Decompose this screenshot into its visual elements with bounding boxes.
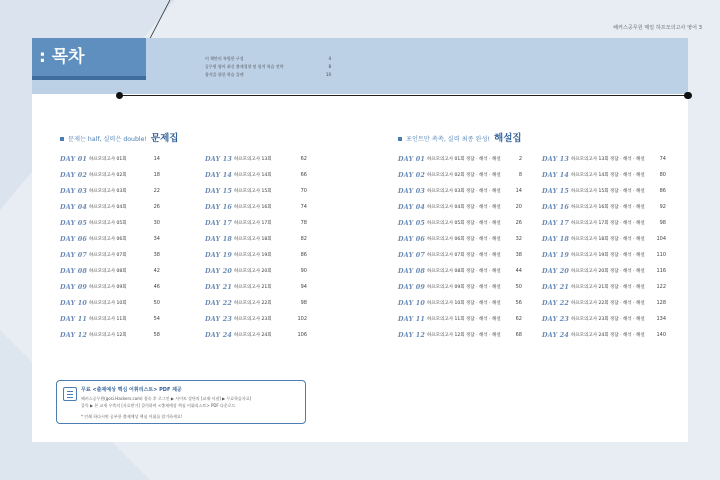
day-label: DAY 07: [60, 251, 88, 259]
entry-title: 하프모의고사 23회: [234, 317, 272, 322]
toc-entry: [398, 279, 522, 295]
entry-title: 하프모의고사 24회: [234, 333, 272, 338]
page-number: 8: [518, 172, 522, 178]
toc-column: [205, 151, 307, 343]
day-label: DAY 05: [60, 219, 88, 227]
toc-entry: [205, 311, 307, 327]
entry-title: 하프모의고사 14회: [234, 173, 272, 178]
toc-entry: [205, 215, 307, 231]
contents-label: 이 책만의 특별한 구성: [205, 56, 244, 61]
toc-entry: [60, 167, 160, 183]
toc-entry: [542, 215, 666, 231]
day-label: DAY 12: [398, 331, 426, 339]
toc-entry: [542, 231, 666, 247]
toc-entry: [60, 263, 160, 279]
day-label: DAY 22: [542, 299, 570, 307]
contents-row: [205, 63, 331, 71]
day-label: DAY 18: [205, 235, 233, 243]
day-label: DAY 02: [398, 171, 426, 179]
page-number: 50: [153, 300, 160, 306]
toc-entry: [542, 311, 666, 327]
toc-entry: [205, 295, 307, 311]
page-number: 86: [300, 252, 307, 258]
contents-row: [205, 71, 331, 79]
entry-title: 하프모의고사 06회: [89, 237, 127, 242]
entry-title: 하프모의고사 20회: [234, 269, 272, 274]
day-label: DAY 06: [60, 235, 88, 243]
contents-page: 4: [328, 56, 331, 61]
entry-title: 하프모의고사 03회: [89, 189, 127, 194]
page-number: 104: [656, 236, 666, 242]
toc-entry: [398, 311, 522, 327]
page-number: 78: [300, 220, 307, 226]
notice-title: 무료 <출제예상 핵심 어휘리스트> PDF 제공: [81, 387, 182, 393]
toc-entry: [205, 151, 307, 167]
page-number: 122: [656, 284, 666, 290]
toc-entry: [205, 183, 307, 199]
page-number: 102: [297, 316, 307, 322]
entry-title: 하프모의고사 01회 정답 · 해석 · 해설: [427, 157, 501, 162]
day-label: DAY 14: [205, 171, 233, 179]
page-number: 110: [656, 252, 666, 258]
page-number: 42: [153, 268, 160, 274]
page-number: 62: [300, 156, 307, 162]
day-label: DAY 11: [60, 315, 88, 323]
page-number: 14: [153, 156, 160, 162]
day-label: DAY 19: [205, 251, 233, 259]
contents-label: 합격을 위한 학습 플랜: [205, 72, 244, 77]
entry-title: 하프모의고사 04회 정답 · 해석 · 해설: [427, 205, 501, 210]
entry-title: 하프모의고사 12회: [89, 333, 127, 338]
page-number: 46: [153, 284, 160, 290]
page-number: 56: [515, 300, 522, 306]
entry-title: 하프모의고사 08회: [89, 269, 127, 274]
toc-entry: [398, 183, 522, 199]
answer-book-section: [398, 130, 666, 343]
day-label: DAY 23: [205, 315, 233, 323]
toc-entry: [398, 167, 522, 183]
entry-title: 하프모의고사 21회 정답 · 해석 · 해설: [571, 285, 645, 290]
page-number: 50: [515, 284, 522, 290]
toc-entry: [542, 263, 666, 279]
toc-entry: [398, 215, 522, 231]
page-number: 2: [518, 156, 522, 162]
entry-title: 하프모의고사 19회 정답 · 해석 · 해설: [571, 253, 645, 258]
document-icon: [63, 387, 77, 401]
page-number: 74: [300, 204, 307, 210]
day-label: DAY 04: [398, 203, 426, 211]
entry-title: 하프모의고사 02회 정답 · 해석 · 해설: [427, 173, 501, 178]
toc-entry: [542, 199, 666, 215]
day-label: DAY 10: [60, 299, 88, 307]
page-number: 82: [300, 236, 307, 242]
section-title: 해설집: [494, 133, 522, 144]
day-label: DAY 03: [398, 187, 426, 195]
problem-book-section: [60, 130, 307, 343]
entry-title: 하프모의고사 14회 정답 · 해석 · 해설: [571, 173, 645, 178]
contents-page: 8: [328, 64, 331, 69]
entry-title: 하프모의고사 18회 정답 · 해석 · 해설: [571, 237, 645, 242]
day-label: DAY 23: [542, 315, 570, 323]
day-label: DAY 10: [398, 299, 426, 307]
toc-entry: [205, 263, 307, 279]
entry-title: 하프모의고사 10회: [89, 301, 127, 306]
entry-title: 하프모의고사 17회: [234, 221, 272, 226]
day-label: DAY 20: [205, 267, 233, 275]
entry-title: 하프모의고사 22회 정답 · 해석 · 해설: [571, 301, 645, 306]
page-number: 98: [659, 220, 666, 226]
page-number: 74: [659, 156, 666, 162]
day-label: DAY 24: [205, 331, 233, 339]
page-number: 128: [656, 300, 666, 306]
entry-title: 하프모의고사 06회 정답 · 해석 · 해설: [427, 237, 501, 242]
title-underline: [32, 76, 146, 80]
day-label: DAY 09: [60, 283, 88, 291]
notice-line: 해커스공무원(gosi.Hackers.com) 접속 후 로그인 ▶ 사이트 상단의 [교재·서점] ▶ 무료학습자료]: [81, 396, 252, 401]
page-number: 14: [515, 188, 522, 194]
entry-title: 하프모의고사 16회 정답 · 해석 · 해설: [571, 205, 645, 210]
day-label: DAY 17: [205, 219, 233, 227]
entry-title: 하프모의고사 19회: [234, 253, 272, 258]
toc-entry: [398, 263, 522, 279]
day-label: DAY 07: [398, 251, 426, 259]
day-label: DAY 13: [542, 155, 570, 163]
page-number: 22: [153, 188, 160, 194]
toc-page: [32, 38, 688, 442]
divider-dot: [116, 92, 123, 99]
entry-title: 하프모의고사 01회: [89, 157, 127, 162]
toc-column: [60, 151, 160, 343]
entry-title: 하프모의고사 17회 정답 · 해석 · 해설: [571, 221, 645, 226]
day-label: DAY 22: [205, 299, 233, 307]
page-number: 98: [300, 300, 307, 306]
entry-title: 하프모의고사 16회: [234, 205, 272, 210]
section-header: [60, 130, 307, 144]
section-header: [398, 130, 666, 144]
toc-entry: [60, 327, 160, 343]
bullet-square-icon: [398, 137, 402, 141]
entry-title: 하프모의고사 20회 정답 · 해석 · 해설: [571, 269, 645, 274]
entry-title: 하프모의고사 18회: [234, 237, 272, 242]
toc-entry: [542, 167, 666, 183]
entry-title: 하프모의고사 15회: [234, 189, 272, 194]
toc-entry: [60, 231, 160, 247]
contents-page: 10: [325, 72, 331, 77]
toc-entry: [205, 327, 307, 343]
toc-entry: [205, 247, 307, 263]
toc-entry: [60, 215, 160, 231]
entry-title: 하프모의고사 13회 정답 · 해석 · 해설: [571, 157, 645, 162]
toc-entry: [542, 247, 666, 263]
page-title: : 목차: [32, 38, 146, 76]
day-label: DAY 05: [398, 219, 426, 227]
toc-entry: [60, 279, 160, 295]
entry-title: 하프모의고사 11회 정답 · 해석 · 해설: [427, 317, 501, 322]
toc-entry: [398, 295, 522, 311]
entry-title: 하프모의고사 05회 정답 · 해석 · 해설: [427, 221, 501, 226]
page-number: 30: [153, 220, 160, 226]
toc-entry: [542, 151, 666, 167]
day-label: DAY 20: [542, 267, 570, 275]
toc-entry: [60, 311, 160, 327]
page-number: 86: [659, 188, 666, 194]
page-number: 26: [153, 204, 160, 210]
page-number: 80: [659, 172, 666, 178]
day-label: DAY 03: [60, 187, 88, 195]
toc-entry: [398, 327, 522, 343]
page-number: 66: [300, 172, 307, 178]
notice-line: 클릭 ▶ 본 교재 우측의 [자료받기] 클릭하여 <출제예상 핵심 어휘리스트> PDF 다운로드: [81, 403, 236, 408]
contents-label: 공무원 영어 최신 출제경향 및 합격 학습 전략: [205, 64, 284, 69]
toc-entry: [205, 231, 307, 247]
entry-title: 하프모의고사 13회: [234, 157, 272, 162]
running-head: 해커스공무원 매일 하프모의고사 영어 3: [613, 25, 702, 31]
front-matter-contents: [205, 55, 331, 79]
page-number: 18: [153, 172, 160, 178]
toc-entry: [542, 279, 666, 295]
page-number: 140: [656, 332, 666, 338]
day-label: DAY 02: [60, 171, 88, 179]
day-label: DAY 01: [60, 155, 88, 163]
day-label: DAY 18: [542, 235, 570, 243]
page-number: 38: [153, 252, 160, 258]
toc-column: [542, 151, 666, 343]
day-label: DAY 15: [205, 187, 233, 195]
toc-columns: [398, 151, 666, 343]
toc-entry: [398, 151, 522, 167]
page-number: 134: [656, 316, 666, 322]
page-number: 58: [153, 332, 160, 338]
day-label: DAY 19: [542, 251, 570, 259]
day-label: DAY 24: [542, 331, 570, 339]
day-label: DAY 11: [398, 315, 426, 323]
entry-title: 하프모의고사 04회: [89, 205, 127, 210]
free-pdf-notice: [56, 380, 306, 424]
section-title: 문제집: [150, 133, 179, 144]
day-label: DAY 21: [542, 283, 570, 291]
page-number: 62: [515, 316, 522, 322]
divider-dot: [684, 92, 692, 99]
day-label: DAY 16: [542, 203, 570, 211]
page-number: 34: [153, 236, 160, 242]
bullet-square-icon: [60, 137, 64, 141]
entry-title: 하프모의고사 03회 정답 · 해석 · 해설: [427, 189, 501, 194]
entry-title: 하프모의고사 10회 정답 · 해석 · 해설: [427, 301, 501, 306]
toc-entry: [60, 151, 160, 167]
day-label: DAY 08: [398, 267, 426, 275]
day-label: DAY 17: [542, 219, 570, 227]
page-number: 92: [659, 204, 666, 210]
entry-title: 하프모의고사 23회 정답 · 해석 · 해설: [571, 317, 645, 322]
entry-title: 하프모의고사 11회: [89, 317, 127, 322]
page-number: 70: [300, 188, 307, 194]
toc-entry: [542, 327, 666, 343]
page-number: 106: [297, 332, 307, 338]
toc-entry: [60, 295, 160, 311]
toc-entry: [542, 295, 666, 311]
day-label: DAY 01: [398, 155, 426, 163]
entry-title: 하프모의고사 24회 정답 · 해석 · 해설: [571, 333, 645, 338]
toc-entry: [205, 279, 307, 295]
day-label: DAY 09: [398, 283, 426, 291]
entry-title: 하프모의고사 02회: [89, 173, 127, 178]
toc-entry: [60, 183, 160, 199]
toc-entry: [205, 167, 307, 183]
day-label: DAY 14: [542, 171, 570, 179]
page-number: 44: [515, 268, 522, 274]
page-number: 32: [515, 236, 522, 242]
entry-title: 하프모의고사 09회 정답 · 해석 · 해설: [427, 285, 501, 290]
page-number: 54: [153, 316, 160, 322]
day-label: DAY 12: [60, 331, 88, 339]
page-number: 26: [515, 220, 522, 226]
entry-title: 하프모의고사 05회: [89, 221, 127, 226]
day-label: DAY 06: [398, 235, 426, 243]
page-number: 68: [515, 332, 522, 338]
day-label: DAY 15: [542, 187, 570, 195]
entry-title: 하프모의고사 07회 정답 · 해석 · 해설: [427, 253, 501, 258]
entry-title: 하프모의고사 12회 정답 · 해석 · 해설: [427, 333, 501, 338]
toc-entry: [398, 231, 522, 247]
toc-entry: [205, 199, 307, 215]
entry-title: 하프모의고사 08회 정답 · 해석 · 해설: [427, 269, 501, 274]
day-label: DAY 04: [60, 203, 88, 211]
contents-row: [205, 55, 331, 63]
toc-entry: [60, 199, 160, 215]
entry-title: 하프모의고사 21회: [234, 285, 272, 290]
toc-entry: [60, 247, 160, 263]
entry-title: 하프모의고사 07회: [89, 253, 127, 258]
entry-title: 하프모의고사 15회 정답 · 해석 · 해설: [571, 189, 645, 194]
toc-entry: [398, 199, 522, 215]
toc-columns: [60, 151, 307, 343]
day-label: DAY 13: [205, 155, 233, 163]
page-number: 20: [515, 204, 522, 210]
day-label: DAY 21: [205, 283, 233, 291]
page-number: 116: [656, 268, 666, 274]
section-subtitle: 문제는 half, 실력은 double!: [68, 136, 147, 143]
page-number: 90: [300, 268, 307, 274]
section-subtitle: 포인트만 쏙쏙, 실력 최종 완성!: [406, 136, 491, 143]
toc-column: [398, 151, 522, 343]
entry-title: 하프모의고사 22회: [234, 301, 272, 306]
toc-entry: [398, 247, 522, 263]
day-label: DAY 16: [205, 203, 233, 211]
page-number: 38: [515, 252, 522, 258]
header-divider: [118, 95, 688, 96]
page-number: 94: [300, 284, 307, 290]
entry-title: 하프모의고사 09회: [89, 285, 127, 290]
toc-entry: [542, 183, 666, 199]
day-label: DAY 08: [60, 267, 88, 275]
notice-note: * 인쇄 하다시면 공부한 출제예상 핵심 어휘를 암기하세요!: [81, 414, 183, 419]
